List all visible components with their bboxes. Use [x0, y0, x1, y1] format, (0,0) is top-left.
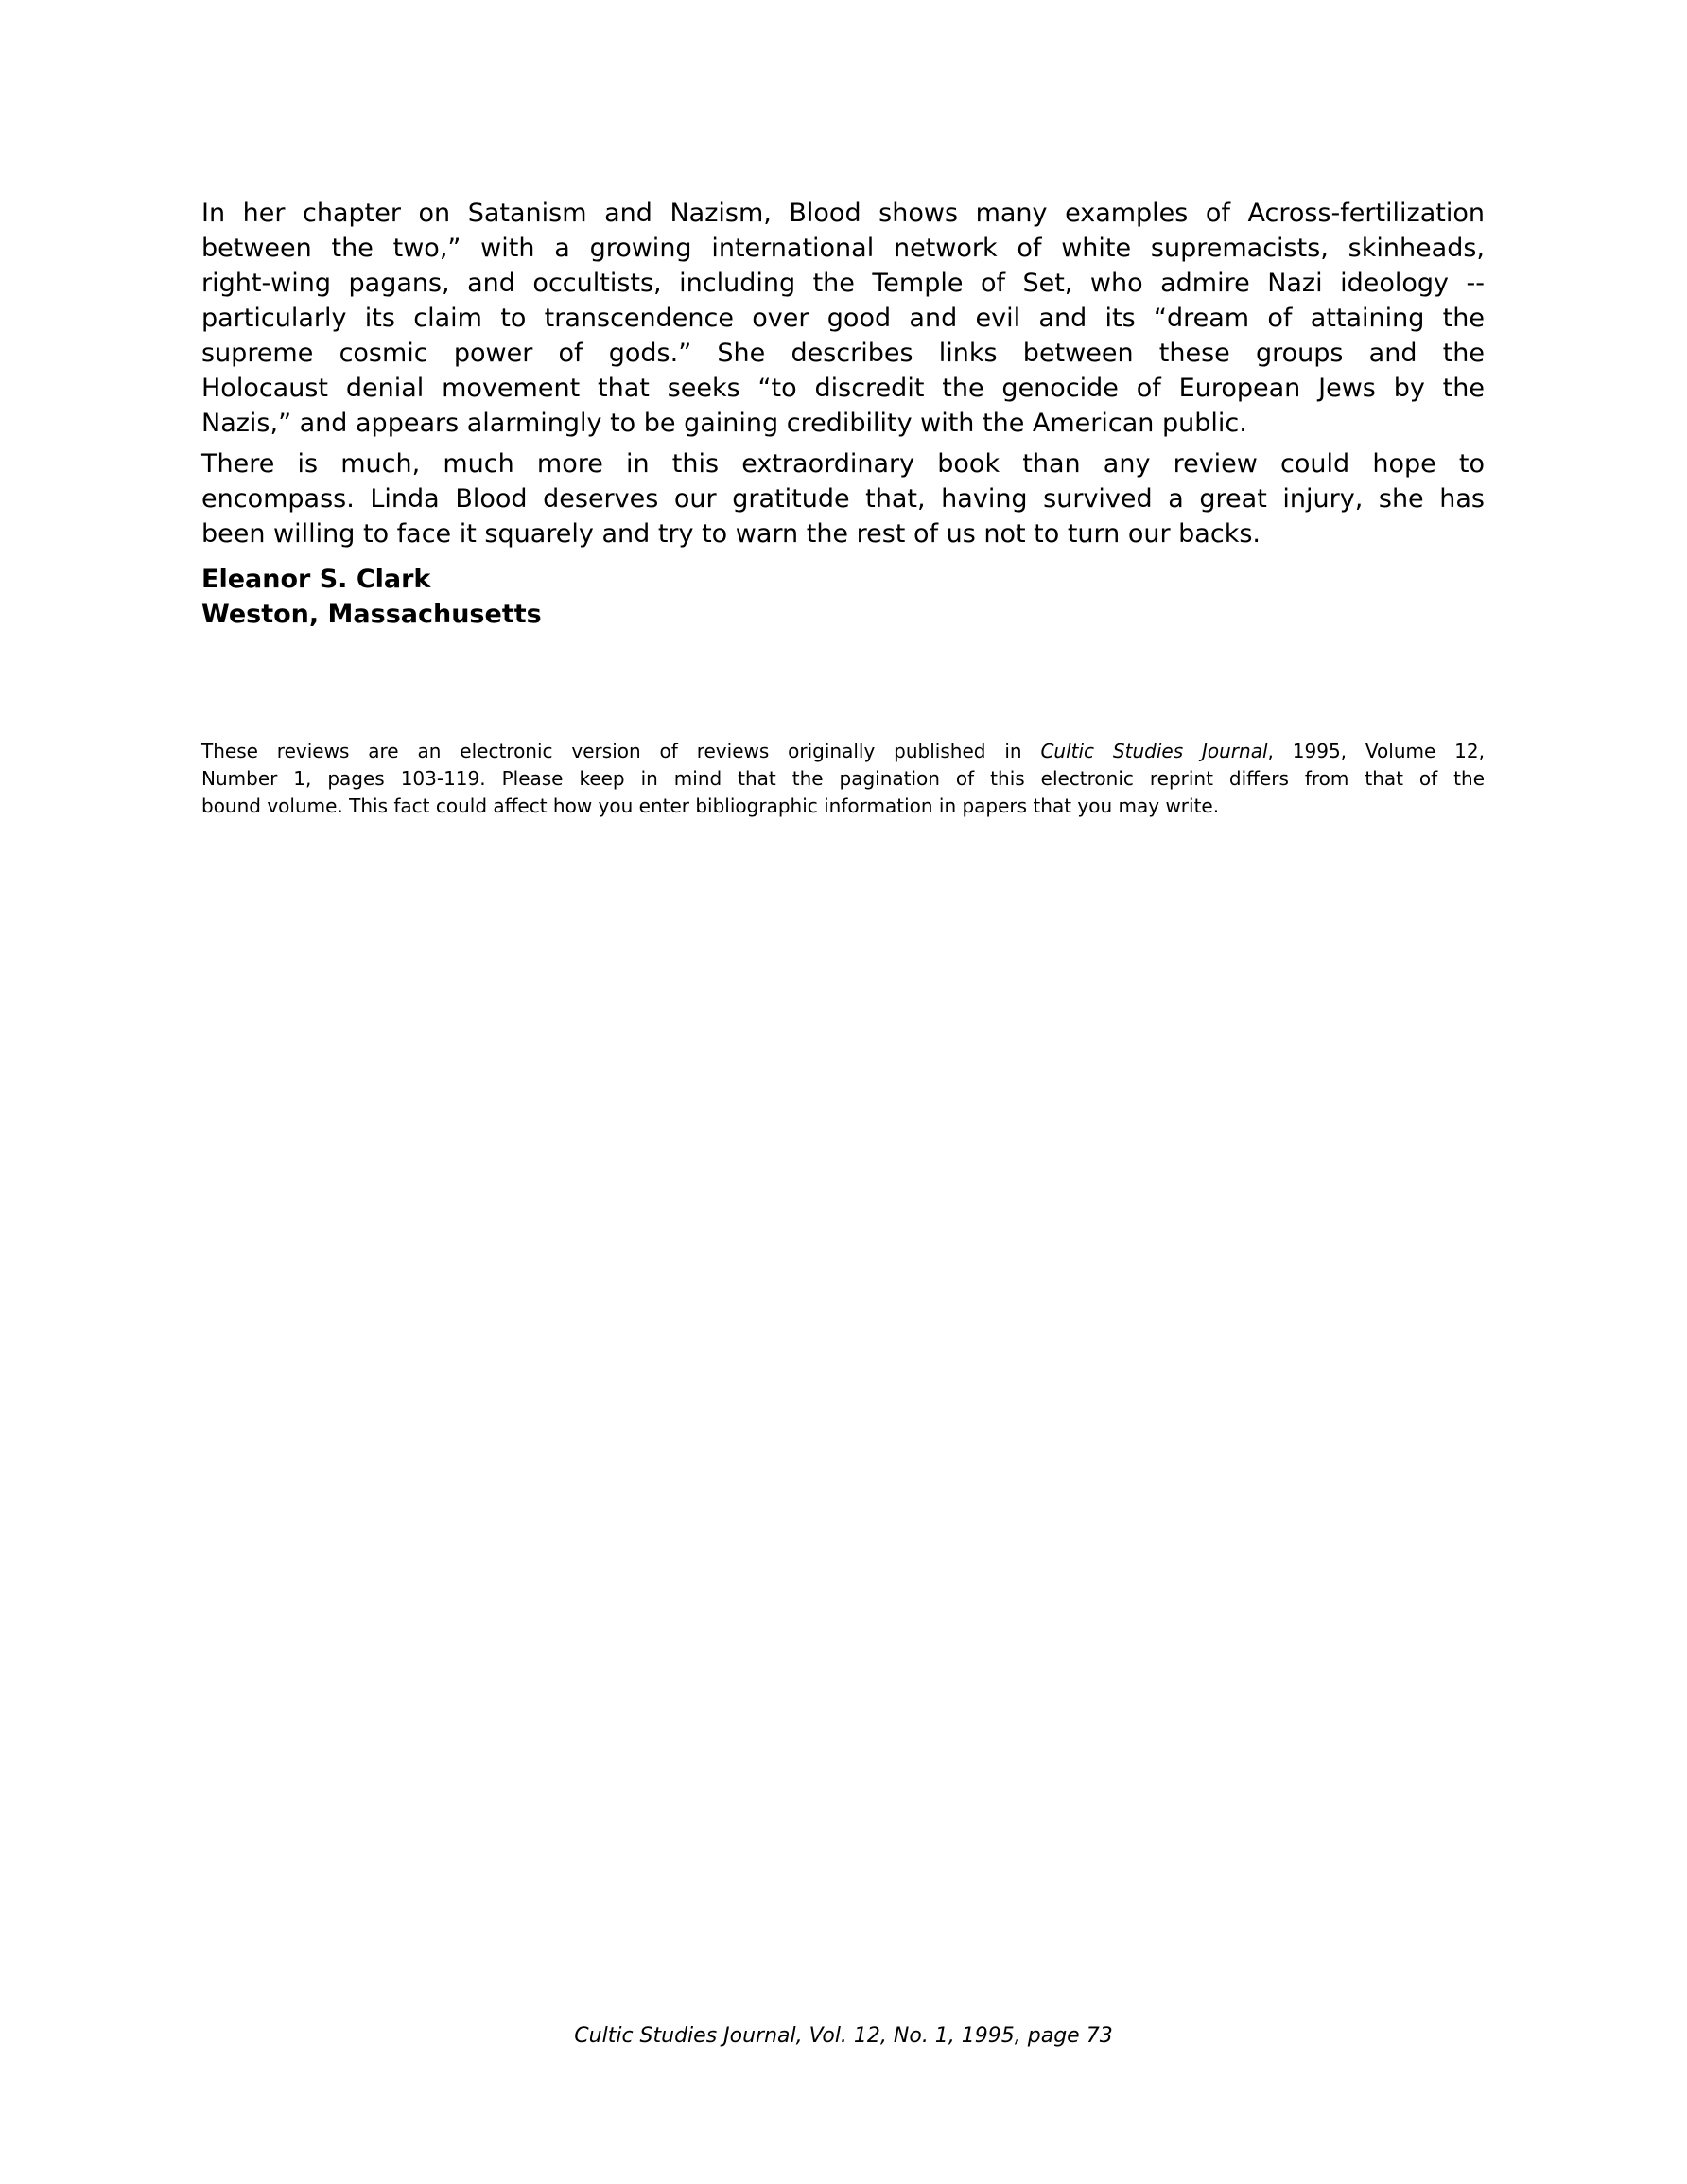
- text-line: between the two,” with a growing international network of white supremacists, skinheads,: [201, 234, 1485, 263]
- signature-location: Weston, Massachusetts: [201, 600, 542, 629]
- text-line: supreme cosmic power of gods.” She describes links between these groups and the: [201, 339, 1485, 368]
- page-footer: Cultic Studies Journal, Vol. 12, No. 1, 1995, page 73: [574, 2024, 1113, 2048]
- signature-name: Eleanor S. Clark: [201, 565, 431, 594]
- paragraph-1: [201, 196, 1485, 441]
- signature-block: [201, 562, 1485, 632]
- text-line: been willing to face it squarely and try to warn the rest of us not to turn our backs.: [201, 519, 1261, 549]
- text-line: encompass. Linda Blood deserves our gratitude that, having survived a great injury, she has: [201, 484, 1485, 514]
- paragraph-2: [201, 446, 1485, 551]
- text-line: particularly its claim to transcendence over good and evil and its “dream of attaining the: [201, 304, 1485, 333]
- journal-title: Cultic Studies Journal: [1040, 740, 1268, 762]
- text-line: In her chapter on Satanism and Nazism, Blood shows many examples of Across-fertilization: [201, 199, 1485, 228]
- footnote-line: Number 1, pages 103-119. Please keep in mind that the pagination of this electronic reprint differs from that of the: [201, 767, 1485, 790]
- text-line: Holocaust denial movement that seeks “to discredit the genocide of European Jews by the: [201, 374, 1485, 403]
- text-line: right-wing pagans, and occultists, including the Temple of Set, who admire Nazi ideology --: [201, 269, 1485, 298]
- footnote-line: [201, 738, 1485, 765]
- footnote-line: bound volume. This fact could affect how you enter bibliographic information in papers that you may write.: [201, 795, 1220, 817]
- text-line: There is much, much more in this extraordinary book than any review could hope to: [201, 449, 1485, 479]
- text-line: Nazis,” and appears alarmingly to be gaining credibility with the American public.: [201, 409, 1247, 438]
- footnote: [201, 738, 1485, 820]
- footnote-text: These reviews are an electronic version of reviews originally published in: [201, 740, 1041, 762]
- footnote-text: , 1995, Volume 12,: [1267, 740, 1485, 762]
